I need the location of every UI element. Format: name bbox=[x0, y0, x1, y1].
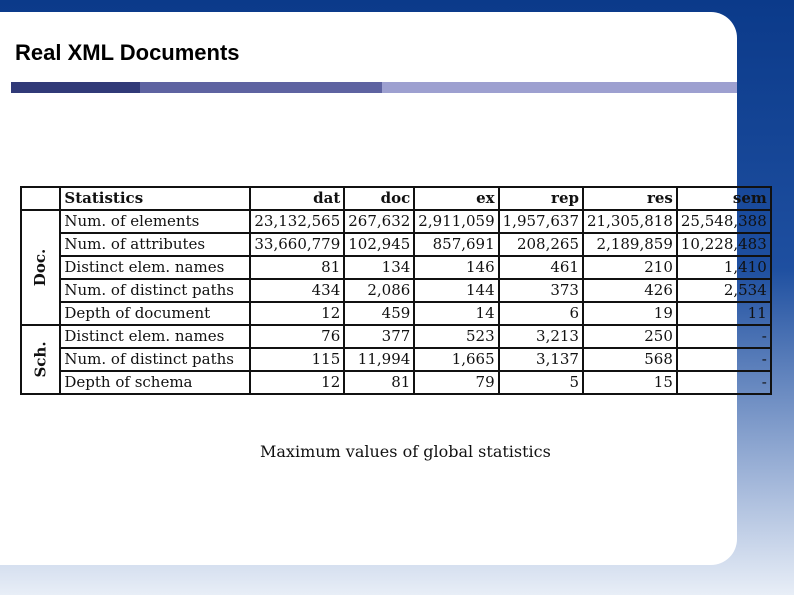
cell-value: 12 bbox=[250, 302, 344, 325]
title-rule-mid bbox=[140, 82, 382, 93]
cell-value: 19 bbox=[583, 302, 677, 325]
cell-value: 10,228,483 bbox=[677, 233, 771, 256]
cell-value: 25,548,388 bbox=[677, 210, 771, 233]
cell-value: 33,660,779 bbox=[250, 233, 344, 256]
cell-value: 23,132,565 bbox=[250, 210, 344, 233]
cell-value: 6 bbox=[499, 302, 583, 325]
table-row bbox=[21, 233, 771, 256]
header-group-cell bbox=[21, 187, 60, 210]
table-row bbox=[21, 348, 771, 371]
cell-value: 523 bbox=[414, 325, 498, 348]
cell-value: 11,994 bbox=[344, 348, 414, 371]
table-row bbox=[21, 279, 771, 302]
table-row bbox=[21, 210, 771, 233]
cell-value: 2,086 bbox=[344, 279, 414, 302]
header-cell-doc: doc bbox=[344, 187, 414, 210]
cell-value: - bbox=[677, 348, 771, 371]
cell-value: 1,665 bbox=[414, 348, 498, 371]
row-label: Depth of document bbox=[60, 302, 250, 325]
table-row bbox=[21, 325, 771, 348]
cell-value: - bbox=[677, 325, 771, 348]
cell-value: 134 bbox=[344, 256, 414, 279]
row-label: Distinct elem. names bbox=[60, 256, 250, 279]
cell-value: 250 bbox=[583, 325, 677, 348]
cell-value: 79 bbox=[414, 371, 498, 394]
cell-value: 81 bbox=[250, 256, 344, 279]
group-cell-sch bbox=[21, 325, 60, 394]
table-row bbox=[21, 256, 771, 279]
cell-value: 3,213 bbox=[499, 325, 583, 348]
cell-value: 1,957,637 bbox=[499, 210, 583, 233]
row-label: Num. of distinct paths bbox=[60, 348, 250, 371]
cell-value: 208,265 bbox=[499, 233, 583, 256]
row-label: Num. of elements bbox=[60, 210, 250, 233]
cell-value: 857,691 bbox=[414, 233, 498, 256]
header-cell-statistics: Statistics bbox=[60, 187, 250, 210]
header-cell-ex: ex bbox=[414, 187, 498, 210]
cell-value: 3,137 bbox=[499, 348, 583, 371]
title-rule-dark bbox=[11, 82, 140, 93]
group-label-sch: Sch. bbox=[31, 341, 50, 378]
row-label: Num. of attributes bbox=[60, 233, 250, 256]
table-row bbox=[21, 302, 771, 325]
cell-value: 2,189,859 bbox=[583, 233, 677, 256]
cell-value: 21,305,818 bbox=[583, 210, 677, 233]
table-row bbox=[21, 371, 771, 394]
statistics-table bbox=[20, 186, 772, 395]
row-label: Depth of schema bbox=[60, 371, 250, 394]
cell-value: 459 bbox=[344, 302, 414, 325]
cell-value: 144 bbox=[414, 279, 498, 302]
cell-value: 15 bbox=[583, 371, 677, 394]
cell-value: 14 bbox=[414, 302, 498, 325]
cell-value: 76 bbox=[250, 325, 344, 348]
cell-value: 11 bbox=[677, 302, 771, 325]
title-rule-light bbox=[382, 82, 737, 93]
cell-value: 1,410 bbox=[677, 256, 771, 279]
cell-value: 461 bbox=[499, 256, 583, 279]
cell-value: 102,945 bbox=[344, 233, 414, 256]
cell-value: 434 bbox=[250, 279, 344, 302]
cell-value: 267,632 bbox=[344, 210, 414, 233]
header-cell-dat: dat bbox=[250, 187, 344, 210]
cell-value: 373 bbox=[499, 279, 583, 302]
group-cell-doc bbox=[21, 210, 60, 325]
cell-value: 5 bbox=[499, 371, 583, 394]
row-label: Num. of distinct paths bbox=[60, 279, 250, 302]
cell-value: - bbox=[677, 371, 771, 394]
table-header-row bbox=[21, 187, 771, 210]
cell-value: 12 bbox=[250, 371, 344, 394]
group-label-doc: Doc. bbox=[31, 248, 50, 287]
cell-value: 115 bbox=[250, 348, 344, 371]
cell-value: 81 bbox=[344, 371, 414, 394]
cell-value: 210 bbox=[583, 256, 677, 279]
row-label: Distinct elem. names bbox=[60, 325, 250, 348]
slide-title: Real XML Documents bbox=[15, 40, 240, 65]
cell-value: 2,911,059 bbox=[414, 210, 498, 233]
cell-value: 2,534 bbox=[677, 279, 771, 302]
cell-value: 377 bbox=[344, 325, 414, 348]
cell-value: 568 bbox=[583, 348, 677, 371]
header-cell-sem: sem bbox=[677, 187, 771, 210]
header-cell-rep: rep bbox=[499, 187, 583, 210]
table-caption: Maximum values of global statistics bbox=[260, 442, 551, 461]
header-cell-res: res bbox=[583, 187, 677, 210]
cell-value: 146 bbox=[414, 256, 498, 279]
cell-value: 426 bbox=[583, 279, 677, 302]
